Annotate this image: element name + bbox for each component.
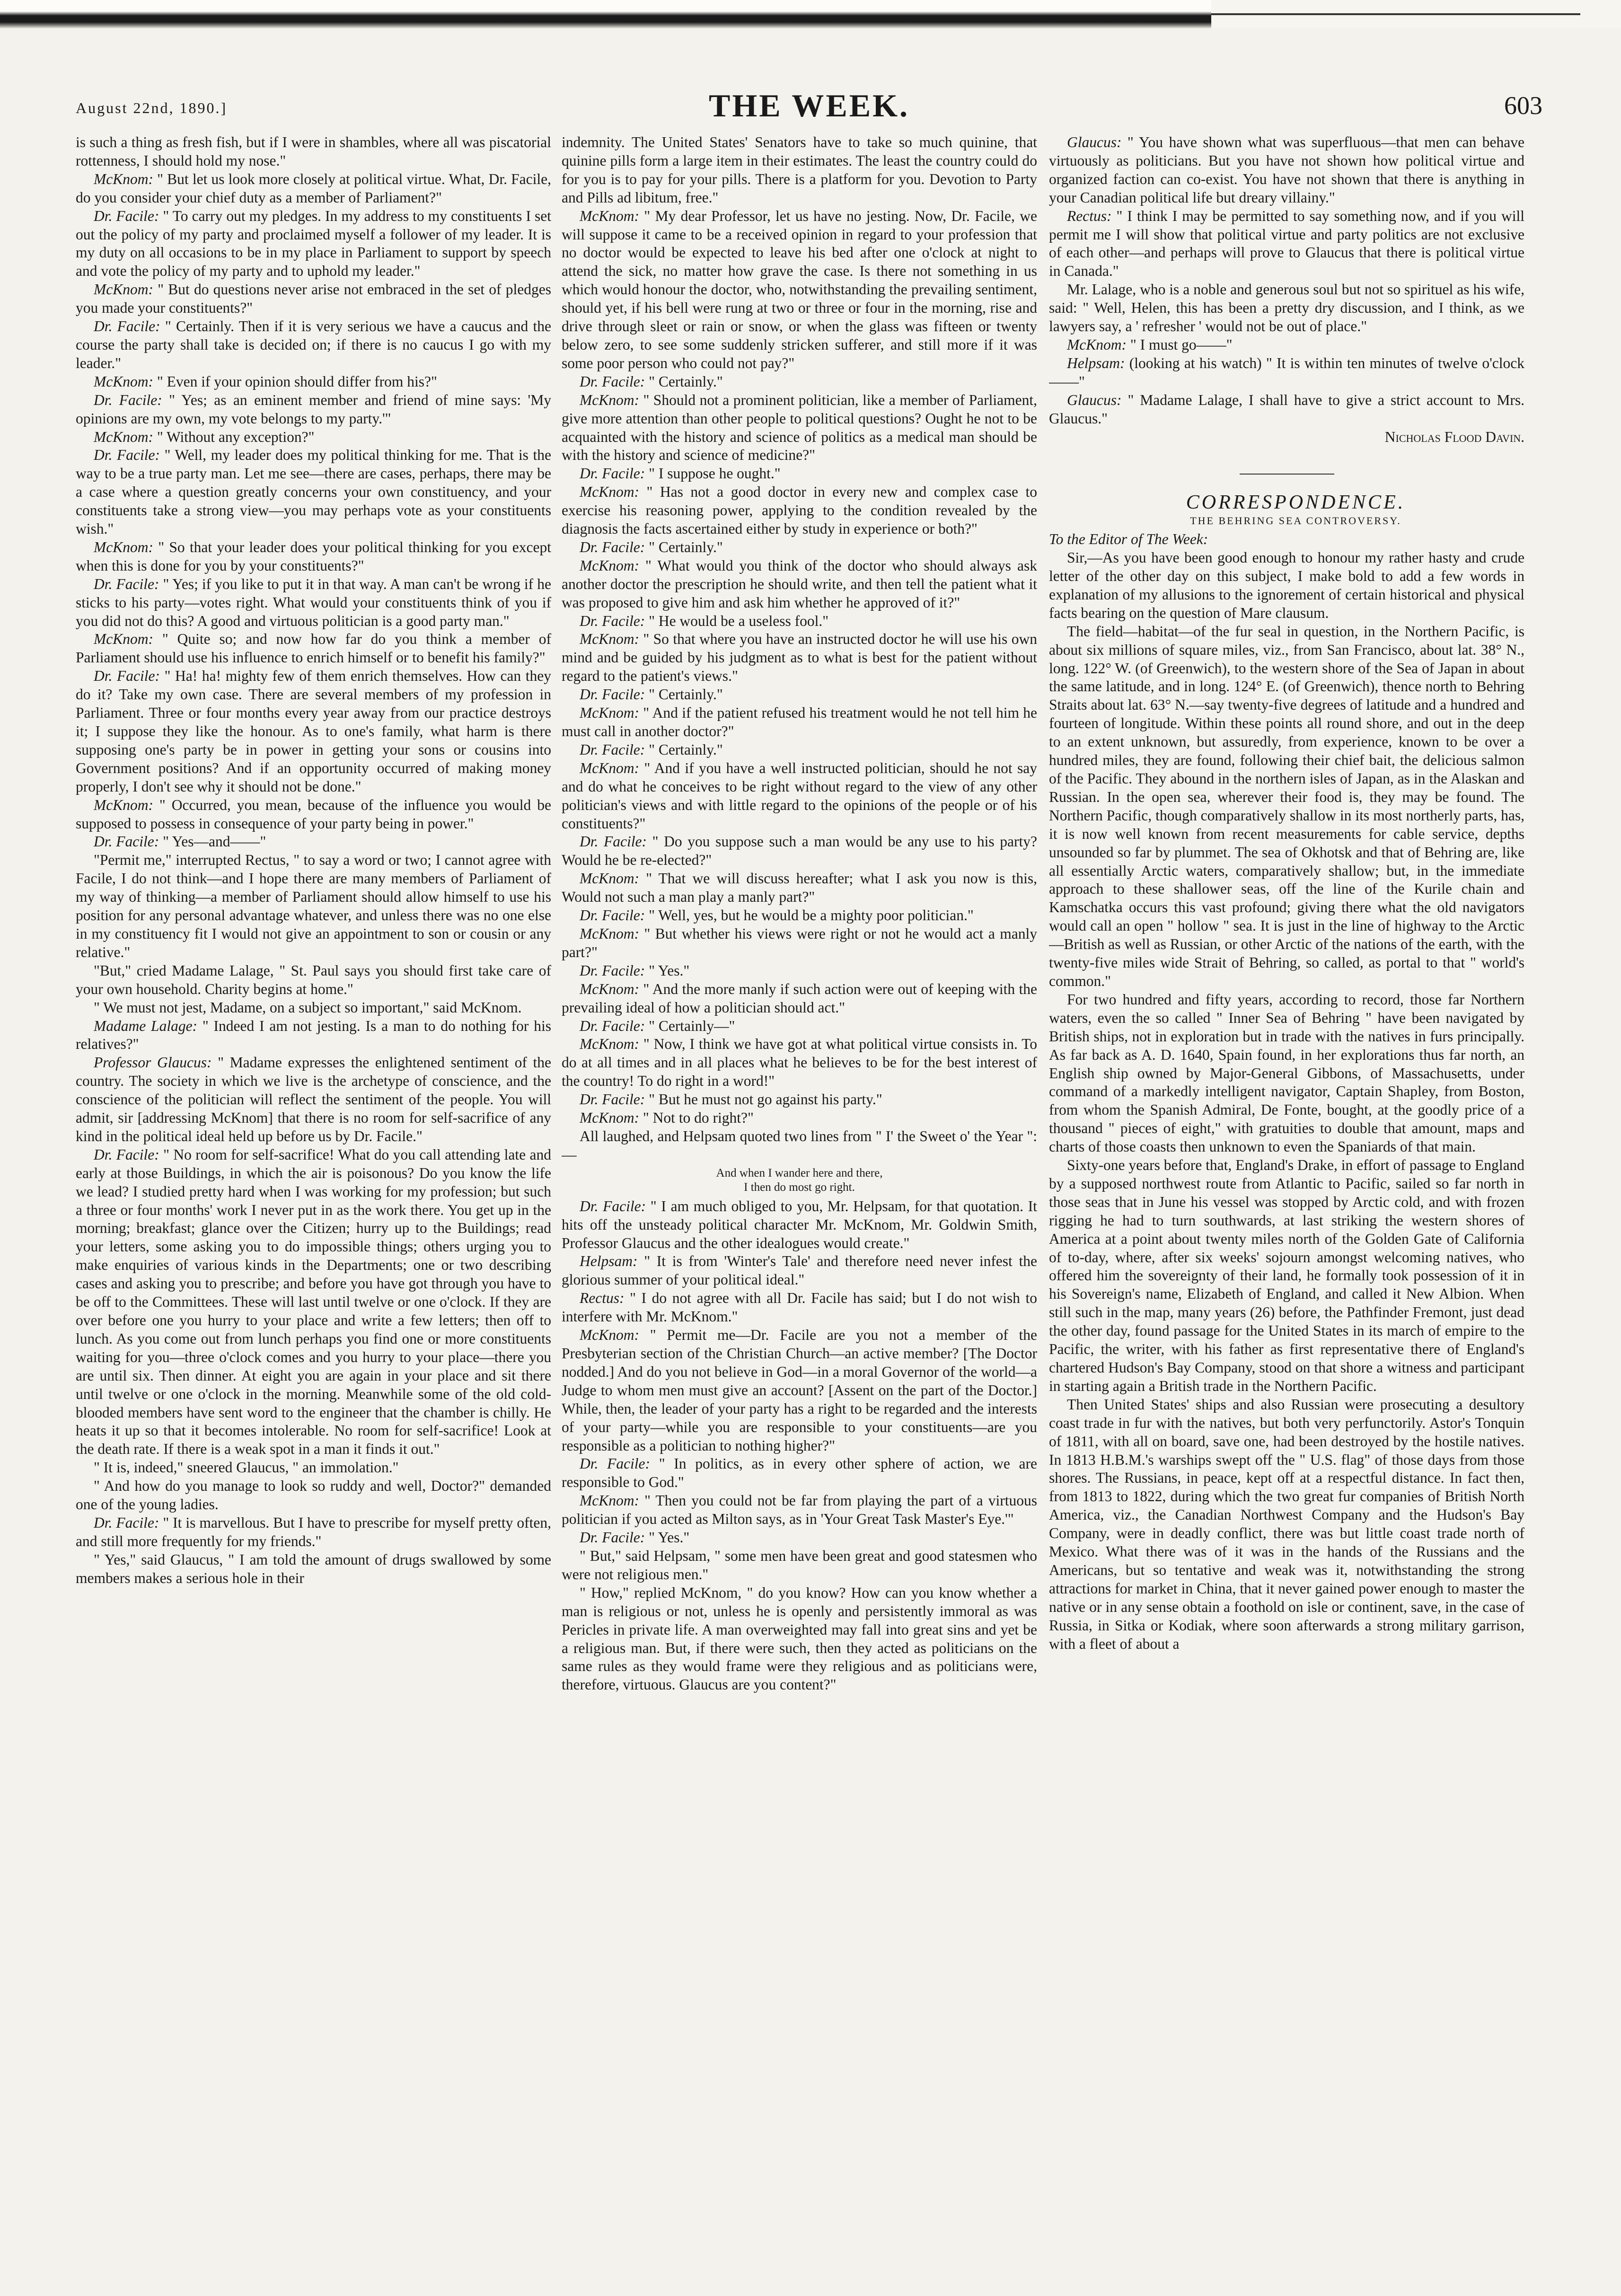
paragraph: "But," cried Madame Lalage, " St. Paul says you should first take care of your own household. Charity begins at home." (76, 962, 551, 997)
paragraph: Dr. Facile: " Yes—and——" (94, 833, 266, 850)
paragraph: Professor Glaucus: " Madame expresses the enlightened sentiment of the country. The society in which we live is the archetype of conscience, and the conscience of the politician will reflect the sentiment of the people. You will admit, sir [addressing McKnom] that there is no room for self-sacrifice of any kind in the political ideal held up before us by Dr. Facile." (76, 1054, 551, 1144)
paragraph: Madame Lalage: " Indeed I am not jesting. Is a man to do nothing for his relatives?" (76, 1017, 551, 1053)
section-subheading: THE BEHRING SEA CONTROVERSY. (1190, 515, 1401, 527)
paragraph: McKnom: " My dear Professor, let us have no jesting. Now, Dr. Facile, we will suppose it came to be a received opinion in regard to your profession that no doctor would be expected to leave his bed after one o'clock at night to attend the sick, no matter how grave the case. Is there not something in us which would honour the doctor, who, notwithstanding the prevailing sentiment, should yet, if his bell were rung at two or three or four in the morning, rise and drive through sleet or rain or snow, or when the glass was fifteen or twenty below zero, to see some suddenly stricken sufferer, and still more if it was some poor person who could not pay?" (562, 207, 1037, 371)
paragraph: Rectus: " I do not agree with all Dr. Facile has said; but I do not wish to interfere with Mr. McKnom." (562, 1290, 1037, 1325)
section-heading: CORRESPONDENCE. (1186, 492, 1406, 514)
paragraph: Rectus: " I think I may be permitted to say something now, and if you will permit me I will show that political virtue and party politics are not exclusive of each other—and perhaps will prove to Glaucus that there is political virtue in Canada." (1049, 207, 1524, 280)
paragraph: Dr. Facile: " Certainly." (580, 686, 723, 703)
verse-line: I then do most go right. (744, 1180, 855, 1194)
paragraph: The field—habitat—of the fur seal in question, in the Northern Pacific, is about six millions of square miles, viz., from San Francisco, about lat. 38° N., long. 122° W. (of Greenwich), to the western shore of the Sea of Japan in about the same latitude, and in long. 124° E. (of Greenwich), thence north to Behring Straits about lat. 63° N.—say twenty-five degrees of latitude and a hundred and fourteen of longitude. Within these points all round shore, and out in the deep to an extent unknown, but assuredly, from experience, known to be over a hundred miles, they are found, following their chief bait, the delicious salmon of the Pacific. They abound in the northern isles of Japan, as in the Alaskan and Russian. In the open sea, wherever their food is, they may be found. The Northern Pacific, though comparatively shallow in its most northerly parts, has, it is now well known from recent measurements for cable service, depths unsounded so far by plummet. The sea of Okhotsk and that of Behring are, like all essentially Arctic waters, comparatively shallow; but, in the immediate approach to these shallower seas, off the line of the Kurile chain and Kamschatka occurs this vast profound; giving there what the old navigators would call an open " hollow " sea. It is just in the line of highway to the Arctic—British as well as Russian, or other Arctic of the nations of the earth, with the twenty-five miles wide Strait of Behring, so called, as portal to that " world's common." (1049, 623, 1524, 989)
paragraph: McKnom: " Not to do right?" (580, 1109, 754, 1126)
paragraph: " It is, indeed," sneered Glaucus, " an immolation." (94, 1459, 399, 1476)
paragraph: " Yes," said Glaucus, " I am told the amount of drugs swallowed by some members makes a serious hole in their (76, 1551, 551, 1586)
paragraph: Dr. Facile: " Do you suppose such a man would be any use to his party? Would he be re-elected?" (562, 833, 1037, 869)
paragraph: Dr. Facile: " Well, my leader does my political thinking for me. That is the way to be a true party man. Let me see—there are cases, perhaps, there may be a case where a question greatly concerns your own constituency, and your constituents take a strong view—you may perhaps vote as your constituents wish." (76, 447, 551, 537)
paragraph: Dr. Facile: " Well, yes, but he would be a mighty poor politician." (580, 907, 974, 924)
column-2 (562, 133, 1037, 2272)
paragraph: " And how do you manage to look so ruddy and well, Doctor?" demanded one of the young ladies. (76, 1478, 551, 1513)
paragraph: McKnom: " Occurred, you mean, because of the influence you would be supposed to possess in consequence of your party being in power." (76, 796, 551, 832)
paragraph: McKnom: " Without any exception?" (94, 428, 315, 445)
paragraph: McKnom: " I must go——" (1067, 336, 1233, 353)
paragraph: Dr. Facile: " Certainly—" (580, 1017, 735, 1034)
paragraph: indemnity. The United States' Senators have to take so much quinine, that quinine pills form a large item in their estimates. The least the country could do for you is to pay for your pills. There is a platform for you. Devotion to Party and Pills ad libitum, free." (562, 134, 1037, 206)
paragraph: Dr. Facile: " No room for self-sacrifice! What do you call attending late and early at those Buildings, in which the air is poisonous? Do you know the life we lead? I studied pretty hard when I was working for my profession; but such a three or four months' work I never put in as the work there. You get up in the morning; breakfast; glance over the Citizen; hurry up to the Buildings; read your letters, some asking you to do impossible things; others urging you to make enquiries of various kinds in the Departments; one or two describing cases and asking you to prescribe; and before you have got through you have to be off to the Committees. These will last until twelve or one o'clock. If they are over before one you hurry to your place and write a few letters; then off to lunch. As you come out from lunch perhaps you find one or more constituents waiting for you—three o'clock comes and you hurry to your place—there you are until six. Then dinner. At eight you are again in your place and sit there until twelve or one o'clock in the morning. Meanwhile some of the old cold-blooded members have sent word to the engineer that the chamber is chilly. He heats it up so that it becomes intolerable. No room for self-sacrifice! Look at the death rate. If there is a weak spot in a man it finds it out." (76, 1146, 551, 1458)
paragraph: Glaucus: " You have shown what was superfluous—that men can behave virtuously as politicians. But you have not shown how political virtue and organized faction can co-exist. You have not shown that there is anything in your Canadian political life but dreary villainy." (1049, 134, 1524, 206)
paragraph: " We must not jest, Madame, on a subject so important," said McKnom. (94, 999, 522, 1016)
scan-top-edge (0, 0, 1621, 28)
paragraph: Dr. Facile: " But he must not go against his party." (580, 1091, 882, 1108)
paragraph: Dr. Facile: " Yes." (580, 1529, 690, 1546)
section-divider (1240, 474, 1334, 475)
paragraph: Helpsam: (looking at his watch) " It is within ten minutes of twelve o'clock——" (1049, 354, 1524, 390)
paragraph: " But," said Helpsam, " some men have been great and good statesmen who were not religious men." (562, 1547, 1037, 1583)
paragraph: McKnom: " What would you think of the doctor who should always ask another doctor the prescription he should write, and then tell the patient what it was proposed to give him and ask him whether he approved of it?" (562, 557, 1037, 611)
paragraph: Then United States' ships and also Russian were prosecuting a desultory coast trade in fur with the natives, but both very perfunctorily. Astor's Tonquin of 1811, with all on board, save one, had been destroyed by the hostile natives. In 1813 H.B.M.'s warships swept off the " U.S. flag" of those days from those shores. The Russians, in peace, kept off at a respectful distance. In fact then, from 1813 to 1822, during which the two great fur companies of British North America, viz., the Canadian Northwest Company and the Hudson's Bay Company, were in deadly conflict, there was but little coast trade north of Mexico. What there was of it was in the hands of the Russians and the Americans, but so tentative and weak was it, notwithstanding the strong attractions for market in China, that it never gained power enough to master the native or in any sense obtain a foothold on isle or continent, save, in the case of Russia, in Sitka or Kodiak, where soon afterwards a strong military garrison, with a fleet of about a (1049, 1396, 1524, 1652)
scan-edge-rule (1211, 13, 1580, 15)
paragraph: Dr. Facile: " Certainly." (580, 538, 723, 555)
paragraph: Sixty-one years before that, England's Drake, in effort of passage to England by a supposed northwest route from Atlantic to Pacific, sailed so far north in those seas that in June his vessel was stopped by Arctic cold, and with frozen rigging he had to turn southwards, at last striking the western shores of America at a point about twenty miles north of the Golden Gate of California of to-day, where, after six weeks' sojourn amongst welcoming natives, who offered him the sovereignty of their land, he formally took possession of it in his Sovereign's name, Elizabeth of England, and called it New Albion. When still such in the map, many years (26) before, the Pathfinder Fremont, just dead the other day, found passage for the United States in its march of empire to the Pacific, the writer, with his father as first representative there of England's chartered Hudson's Bay Company, stood on that shore a witness and participant in starting again a British trade in the Northern Pacific. (1049, 1157, 1524, 1394)
issue-date: August 22nd, 1890.] (76, 99, 228, 116)
paragraph: McKnom: " Even if your opinion should differ from his?" (94, 373, 437, 390)
paragraph: Helpsam: " It is from 'Winter's Tale' and therefore need never infest the glorious summer of your political ideal." (562, 1253, 1037, 1288)
masthead-title: THE WEEK. (709, 88, 909, 123)
paragraph: McKnom: " So that your leader does your political thinking for you except when this is done for you by your constituents?" (76, 538, 551, 574)
paragraph: McKnom: " Has not a good doctor in every new and complex case to exercise his reasoning power, applying to the condition revealed by the diagnosis the facts ascertained either by study in experience or both?" (562, 484, 1037, 537)
article-columns (76, 133, 1524, 2272)
paragraph: McKnom: " But do questions never arise not embraced in the set of pledges you made your constituents?" (76, 281, 551, 317)
paragraph: " How," replied McKnom, " do you know? How can you know whether a man is religious or not, unless he is openly and persistently immoral as was Pericles in private life. A man overweighted may fall into great sins and yet be a religious man. But, if there were such, then they acted as politicians on the same rules as they would frame were they religious and as politicians were, therefore, virtuous. Glaucus are you content?" (562, 1584, 1037, 1693)
page-header (76, 85, 1542, 128)
paragraph: Dr. Facile: " I suppose he ought." (580, 465, 781, 482)
paragraph: Dr. Facile: " I am much obliged to you, Mr. Helpsam, for that quotation. It hits off the unsteady political character Mr. McKnom, Mr. Goldwin Smith, Professor Glaucus and the other idealogues would create." (562, 1197, 1037, 1251)
author-signature: Nicholas Flood Davin. (1384, 428, 1524, 445)
paragraph: McKnom: " Then you could not be far from playing the part of a virtuous politician if you acted as Milton says, as in 'Your Great Task Master's Eye.'" (562, 1492, 1037, 1528)
paragraph: Dr. Facile: " Certainly." (580, 741, 723, 758)
column-3 (1049, 133, 1524, 2272)
paragraph: McKnom: " And the more manly if such action were out of keeping with the prevailing ideal of how a politician should act." (562, 980, 1037, 1016)
paragraph: For two hundred and fifty years, according to record, those far Northern waters, even the so called " Inner Sea of Behring " have been navigated by British ships, not in exploration but in trade with the natives in furs principally. As far back as A. D. 1640, Spain found, in her explorations thus far north, an English ship owned by Major-General Gibbons, of Massachusetts, under command of a markedly intelligent navigator, Captain Shapley, from Boston, from whom the Spanish Admiral, De Fonte, bought, at the goodly price of a thousand " pieces of eight," with gratuities to double that amount, maps and charts of those coasts then unknown to even the Spaniards of that main. (1049, 991, 1524, 1155)
paragraph: Dr. Facile: " Ha! ha! mighty few of them enrich themselves. How can they do it? Take my own case. There are several members of my profession in Parliament. Three or four months every year away from our practice destroys it; I suppose they like the honour. As to one's family, what harm is there supposing one's party be in power in getting your sons or cousins into Government positions? And if an opportunity occurred of making money properly, I don't see why it should not be done." (76, 668, 551, 795)
paragraph: Dr. Facile: " Certainly. Then if it is very serious we have a caucus and the course the party shall take is decided on; if there is no caucus I go with my leader." (76, 318, 551, 371)
paragraph: Dr. Facile: " It is marvellous. But I have to prescribe for myself pretty often, and still more frequently for my friends." (76, 1514, 551, 1549)
paragraph: is such a thing as fresh fish, but if I were in shambles, where all was piscatorial rottenness, I should hold my nose." (76, 134, 551, 169)
verse-line: And when I wander here and there, (716, 1166, 883, 1179)
salutation: To the Editor of The Week: (1049, 531, 1208, 548)
paragraph: McKnom: " So that where you have an instructed doctor he will use his own mind and be guided by his judgment as to what is best for the patient without regard to the patient's views." (562, 631, 1037, 685)
paragraph: Dr. Facile: " Yes." (580, 962, 690, 979)
paragraph: Dr. Facile: " Yes; as an eminent member and friend of mine says: 'My opinions are my own, my vote belongs to my party.'" (76, 391, 551, 427)
paragraph: McKnom: " Now, I think we have got at what political virtue consists in. To do at all times and in all places what he believes to be for the best interest of the country! To do right in a word!" (562, 1036, 1037, 1090)
paragraph: Dr. Facile: " Yes; if you like to put it in that way. A man can't be wrong if he sticks to his party—votes right. What would your constituents think of you if you did not do this? A good and virtuous politician is a good party man." (76, 575, 551, 629)
page-number: 603 (1504, 91, 1542, 120)
paragraph: Sir,—As you have been good enough to honour my rather hasty and crude letter of the other day on this subject, I make bold to add a few words in explanation of my allusions to the ignorement of certain historical and physical facts bearing on the question of Mare clausum. (1049, 549, 1524, 621)
paragraph: "Permit me," interrupted Rectus, " to say a word or two; I cannot agree with Facile, I do not think—and I hope there are many members of Parliament of my way of thinking—a member of Parliament should allow himself to use his position for any personal advantage whatever, and unless there was no one else in my constituency fit I would not give an appointment to son or cousin or any relative." (76, 852, 551, 960)
paragraph: McKnom: " And if the patient refused his treatment would he not tell him he must call in another doctor?" (562, 704, 1037, 739)
paragraph: McKnom: " Should not a prominent politician, like a member of Parliament, give more attention than other people to political questions? Ought he not to be acquainted with the history and science of politics as a medical man should be with the history and science of medicine?" (562, 391, 1037, 464)
paragraph: Dr. Facile: " Certainly." (580, 373, 723, 390)
paragraph: All laughed, and Helpsam quoted two lines from " I' the Sweet o' the Year ":— (562, 1127, 1037, 1163)
paragraph: Dr. Facile: " He would be a useless fool." (580, 612, 829, 629)
paragraph: Dr. Facile: " To carry out my pledges. In my address to my constituents I set out the policy of my party and proclaimed myself a follower of my leader. It is my duty on all occasions to be in my place in Parliament to support by speech and vote the policy of my party and to uphold my leader." (76, 207, 551, 280)
paragraph: McKnom: " Quite so; and now how far do you think a member of Parliament should use his influence to enrich himself or to benefit his family?" (76, 631, 551, 666)
column-1 (76, 133, 551, 2272)
verse-quotation (562, 1166, 1037, 1195)
paragraph: McKnom: " But let us look more closely at political virtue. What, Dr. Facile, do you consider your chief duty as a member of Parliament?" (76, 170, 551, 206)
paragraph: Glaucus: " Madame Lalage, I shall have to give a strict account to Mrs. Glaucus." (1049, 391, 1524, 427)
paragraph: McKnom: " That we will discuss hereafter; what I ask you now is this, Would not such a man play a manly part?" (562, 870, 1037, 906)
paragraph: McKnom: " But whether his views were right or not he would act a manly part?" (562, 925, 1037, 960)
paragraph: Dr. Facile: " In politics, as in every other sphere of action, we are responsible to God." (562, 1455, 1037, 1491)
paragraph: McKnom: " Permit me—Dr. Facile are you not a member of the Presbyterian section of the Christian Church—an active member? [The Doctor nodded.] And do you not believe in God—in a moral Governor of the world—a Judge to whom men must give an account? [Assent on the part of the Doctor.] While, then, the leader of your party has a right to be regarded and the interests of your party—while you are responsible to your constituents—are you responsible as a politician to nothing higher?" (562, 1327, 1037, 1454)
paragraph: McKnom: " And if you have a well instructed politician, should he not say and do what he conceives to be right without regard to the view of any other politician's views and with little regard to the opinions of the people or of his constituents?" (562, 759, 1037, 832)
paragraph: Mr. Lalage, who is a noble and generous soul but not so spirituel as his wife, said: " Well, Helen, this has been a pretty dry discussion, and I think, as we lawyers say, a ' refresher ' would not be out of place." (1049, 281, 1524, 335)
